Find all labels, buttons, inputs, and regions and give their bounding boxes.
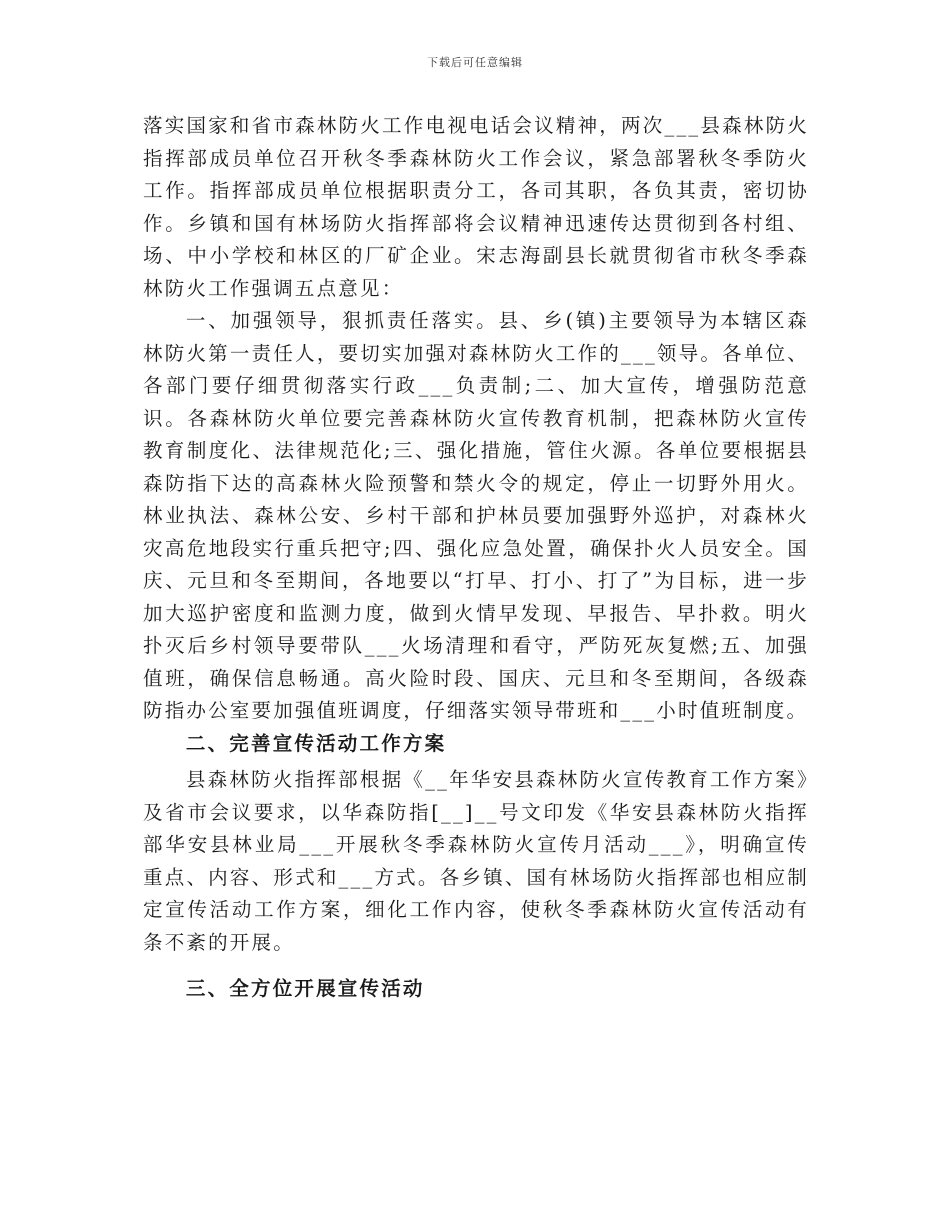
document-body [143,110,809,1006]
paragraph-publicity-plan: 县森林防火指挥部根据《__年华安县森林防火宣传教育工作方案》及省市会议要求，以华森防指[__]__号文印发《华安县森林防火指挥部华安县林业局___开展秋冬季森林防火宣传月活动___》，明确宣传重点、内容、形式和___方式。各乡镇、国有林场防火指挥部也相应制定宣传活动工作方案，细化工作内容，使秋冬季森林防火宣传活动有条不紊的开展。 [143,768,809,954]
section-heading-3: 三、全方位开展宣传活动 [185,977,425,1000]
paragraph-five-opinions: 一、加强领导，狠抓责任落实。县、乡(镇)主要领导为本辖区森林防火第一责任人，要切实加强对森林防火工作的___领导。各单位、各部门要仔细贯彻落实行政___负责制;二、加大宣传，增强防范意识。各森林防火单位要完善森林防火宣传教育机制，把森林防火宣传教育制度化、法律规范化;三、强化措施，管住火源。各单位要根据县森防指下达的高森林火险预警和禁火令的规定，停止一切野外用火。林业执法、森林公安、乡村干部和护林员要加强野外巡护，对森林火灾高危地段实行重兵把守;四、强化应急处置，确保扑火人员安全。国庆、元旦和冬至期间，各地要以“打早、打小、打了”为目标，进一步加大巡护密度和监测力度，做到火情早发现、早报告、早扑救。明火扑灭后乡村领导要带队___火场清理和看守，严防死灰复燃;五、加强值班，确保信息畅通。高火险时段、国庆、元旦和冬至期间，各级森防指办公室要加强值班调度，仔细落实领导带班和___小时值班制度。 [143,309,809,722]
section-heading-2: 二、完善宣传活动工作方案 [185,731,447,755]
paragraph-meeting-spirit: 落实国家和省市森林防火工作电视电话会议精神，两次___县森林防火指挥部成员单位召开秋冬季森林防火工作会议，紧急部署秋冬季防火工作。指挥部成员单位根据职责分工，各司其职，各负其责，密切协作。乡镇和国有林场防火指挥部将会议精神迅速传达贯彻到各村组、场、中小学校和林区的厂矿企业。宋志海副县长就贯彻省市秋冬季森林防火工作强调五点意见： [143,114,809,300]
page-header-note: 下载后可任意编辑 [427,56,523,69]
